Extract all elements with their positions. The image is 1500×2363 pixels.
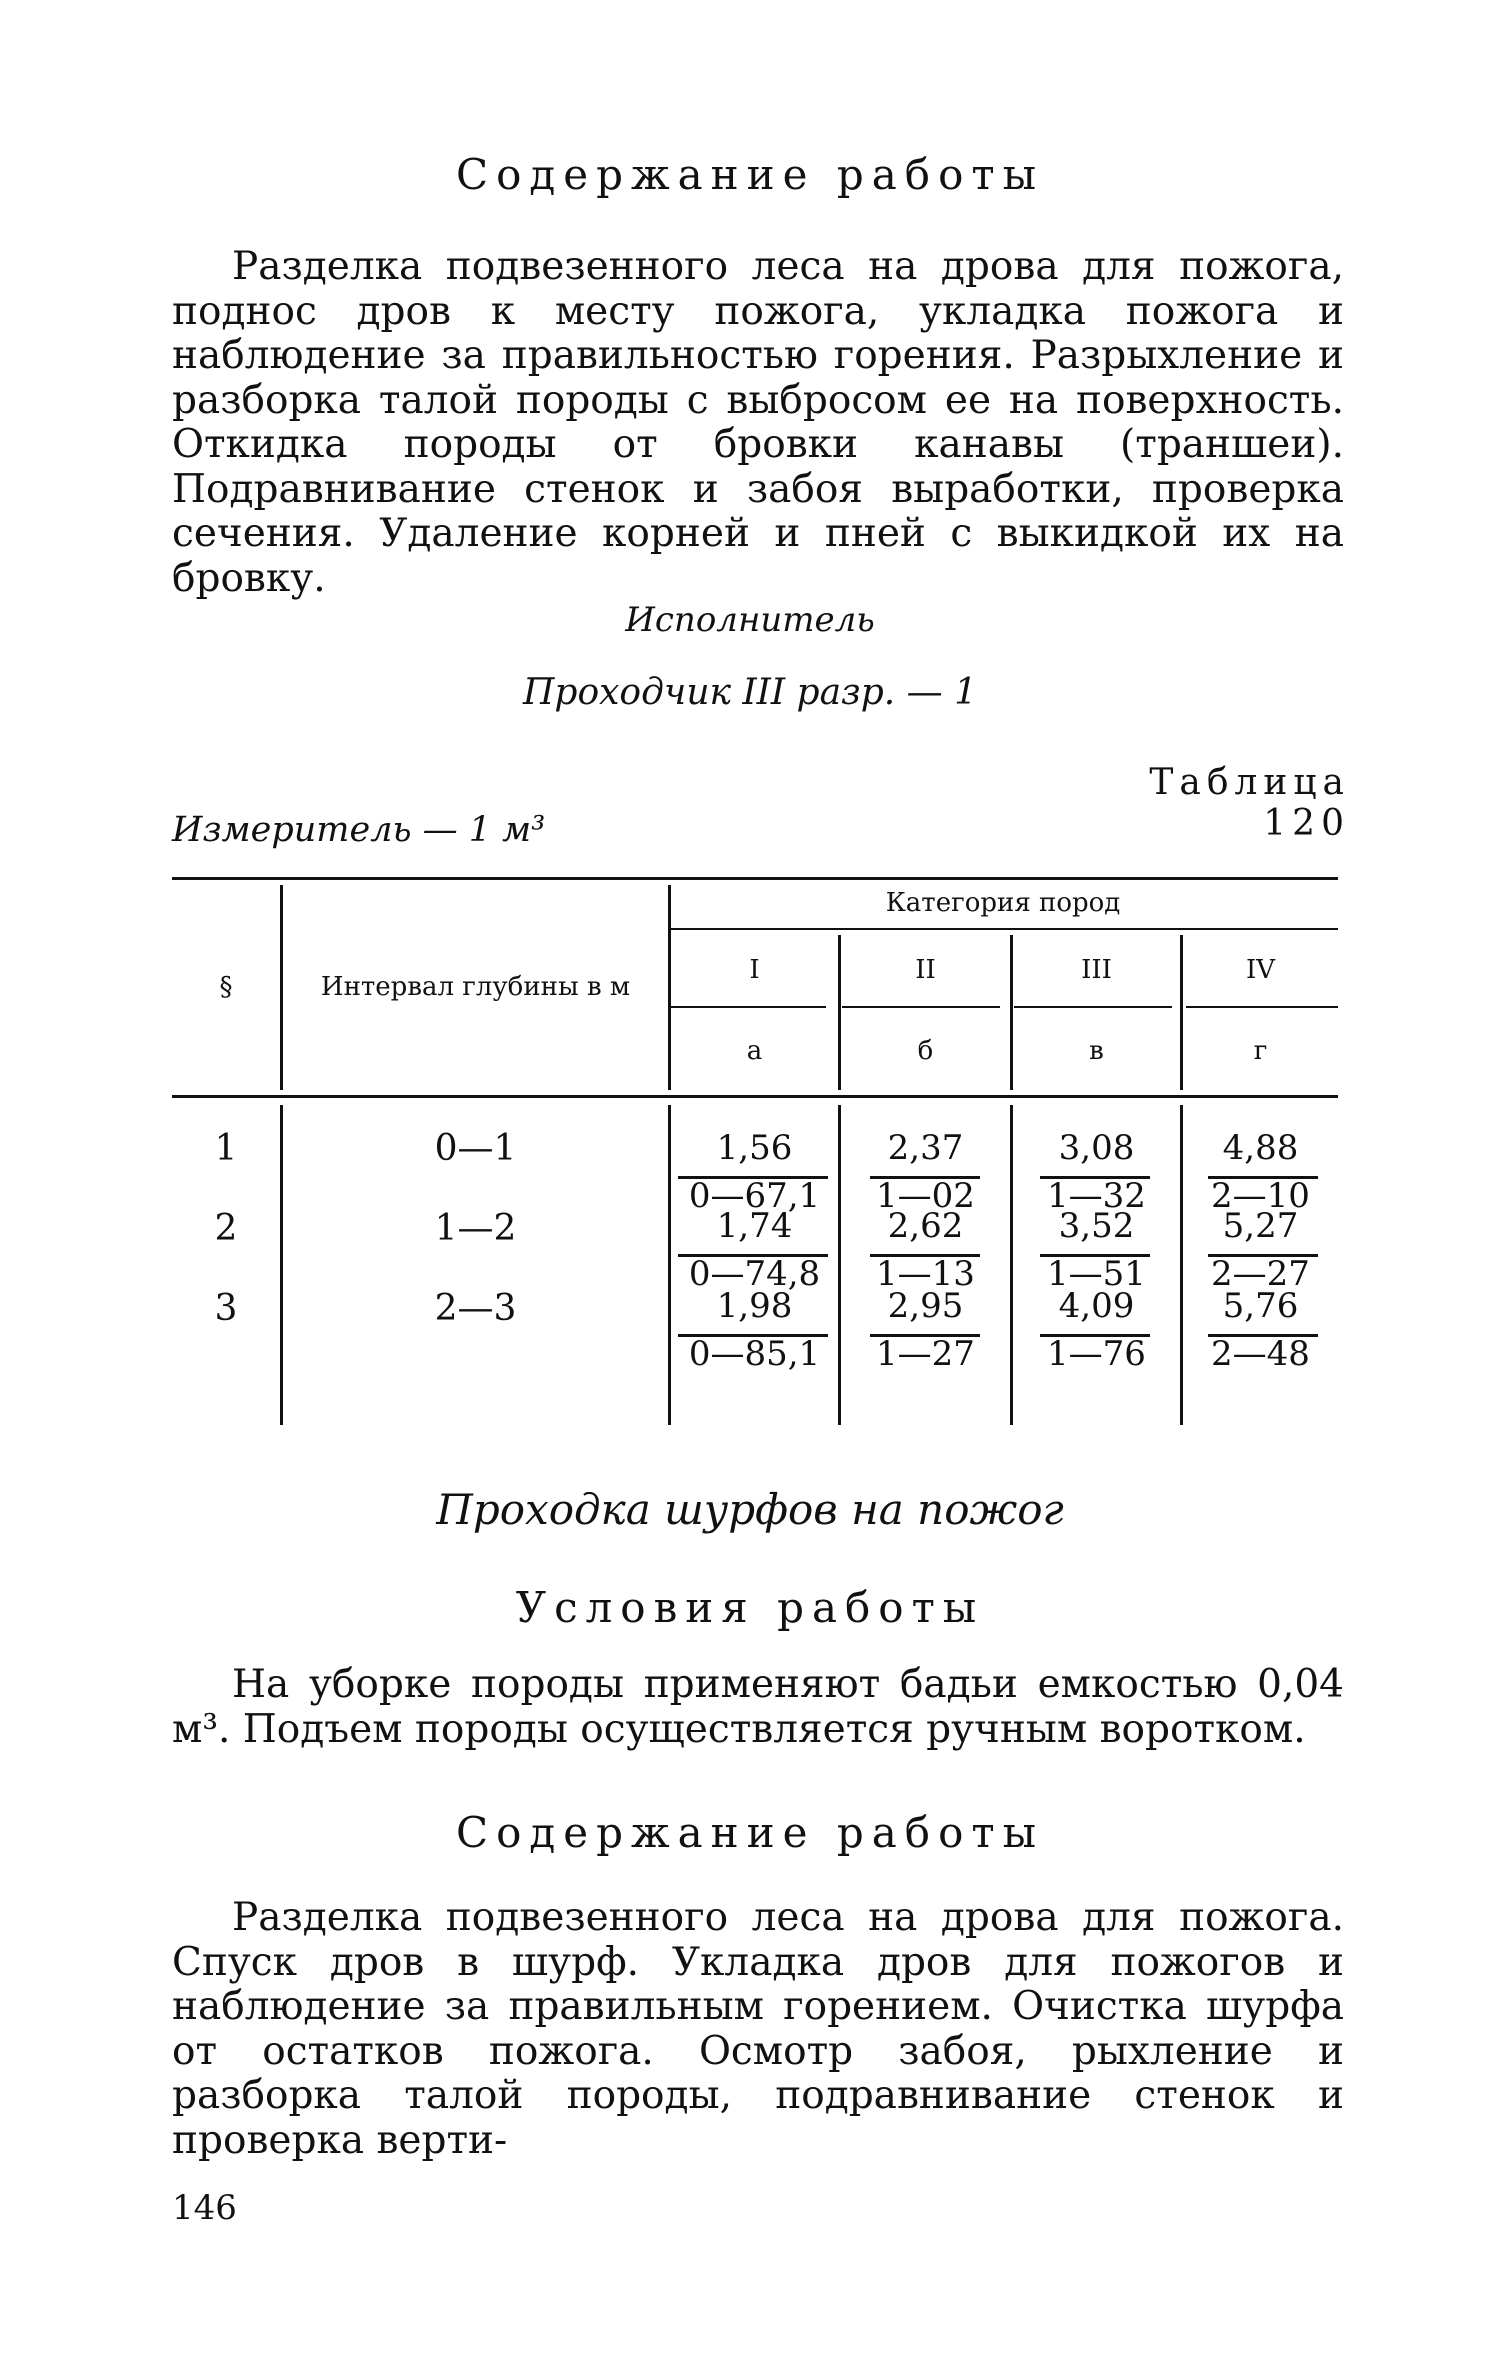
executor-label: Исполнитель [625,600,875,640]
page-number: 146 [172,2188,237,2228]
cell-numerator: 2,95 [887,1286,964,1326]
cell-numerator: 2,37 [887,1128,964,1168]
cell-numerator: 1,98 [716,1286,793,1326]
header-roman-1: I [749,955,760,985]
executor-value: Проходчик III разр. — 1 [523,672,977,713]
section-heading-conditions: Условия работы [515,1583,985,1632]
paragraph-text: На уборке породы применяют бадьи емкостью 0,04 м³. Подъем породы осуществляется ручным воротком. [172,1662,1344,1752]
cell-denominator: 0—85,1 [688,1334,821,1374]
section-heading-content: Содержание работы [455,150,1045,199]
cell-numerator: 3,08 [1058,1128,1135,1168]
cell-denominator: 1—76 [1047,1334,1146,1374]
cell-numerator: 1,56 [716,1128,793,1168]
header-letter-4: г [1253,1036,1268,1066]
cell-denominator: 0—67,1 [688,1176,821,1216]
table-measure: Измеритель — 1 м³ [172,810,546,850]
roman-rule-1 [668,1006,826,1008]
roman-rule-4 [1186,1006,1338,1008]
header-letter-3: в [1089,1036,1104,1066]
cell-denominator: 2—27 [1211,1254,1310,1294]
cell-numerator: 4,88 [1222,1128,1299,1168]
table-row-para: 3 [214,1288,238,1329]
cell-numerator: 5,76 [1222,1286,1299,1326]
cell-denominator: 1—02 [876,1176,975,1216]
table-row-interval: 0—1 [434,1128,517,1169]
cell-numerator: 2,62 [887,1206,964,1246]
cell-denominator: 1—51 [1047,1254,1146,1294]
table-caption: Таблица 120 [1149,762,1350,844]
paragraph-text: Разделка подвезенного леса на дрова для пожога, поднос дров к месту пожога, укладка пожога и наблюдение за правильностью горения. Разрыхление и разборка талой породы с выбросом ее на поверхность. Откидка породы от бровки канавы (траншеи). Подравнивание стенок и забоя выработки, проверка сечения. Удаление корней и пней с выкидкой их на бровку. [172,244,1344,601]
table-row-para: 2 [214,1208,238,1249]
content-paragraph-2 [172,1896,1344,2163]
header-letter-1: а [746,1036,763,1066]
header-roman-4: IV [1245,955,1276,985]
cell-denominator: 2—48 [1211,1334,1310,1374]
header-roman-3: III [1081,955,1112,985]
header-roman-2: II [915,955,936,985]
cell-denominator: 1—32 [1047,1176,1146,1216]
roman-rule-2 [842,1006,1000,1008]
cell-denominator: 0—74,8 [688,1254,821,1294]
cell-numerator: 1,74 [716,1206,793,1246]
paragraph-text: Разделка подвезенного леса на дрова для пожога. Спуск дров в шурф. Укладка дров для пожогов и наблюдение за правильным горением. Очистка шурфа от остатков пожога. Осмотр забоя, рыхление и разборка талой породы, подравнивание стенок и проверка верти- [172,1895,1344,2163]
table-row-interval: 2—3 [434,1288,517,1329]
cell-numerator: 3,52 [1058,1206,1135,1246]
cell-numerator: 5,27 [1222,1206,1299,1246]
header-category: Категория пород [885,888,1121,918]
cell-denominator: 2—10 [1211,1176,1310,1216]
table-header-rule [172,1095,1338,1098]
header-letter-2: б [917,1036,934,1066]
table-row-interval: 1—2 [434,1208,517,1249]
cell-numerator: 4,09 [1058,1286,1135,1326]
conditions-paragraph [172,1663,1344,1752]
section-heading-content-2: Содержание работы [455,1808,1045,1857]
cell-denominator: 1—13 [876,1254,975,1294]
table-row-para: 1 [214,1128,238,1169]
cell-denominator: 1—27 [876,1334,975,1374]
section-title: Проходка шурфов на пожог [436,1485,1064,1534]
roman-rule-3 [1014,1006,1172,1008]
table-top-rule [172,877,1338,880]
header-para: § [219,972,233,1002]
category-rule [668,928,1338,930]
header-interval: Интервал глубины в м [320,972,631,1002]
